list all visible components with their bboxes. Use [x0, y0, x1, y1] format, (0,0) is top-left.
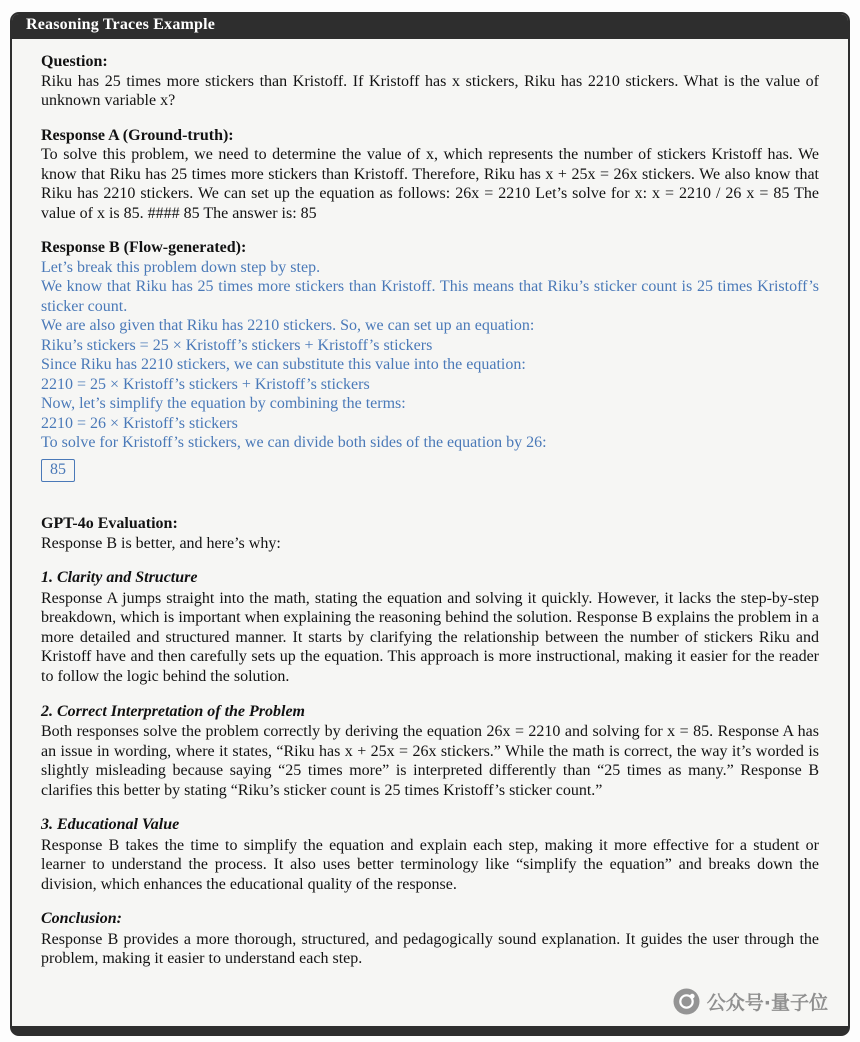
response-b-line: To solve for Kristoff’s stickers, we can divide both sides of the equation by 26:	[41, 434, 547, 452]
evaluation-section-heading: 2. Correct Interpretation of the Problem	[41, 702, 305, 720]
figure-title-bar	[12, 14, 848, 39]
evaluation-section-interpretation	[41, 702, 819, 801]
watermark-text: 公众号·量子位	[706, 992, 828, 1014]
question-label: Question:	[41, 53, 108, 70]
response-b-line: Let’s break this problem down step by step.	[41, 258, 321, 276]
evaluation-section-text: Both responses solve the problem correctly by deriving the equation 26x = 2210 and solving for x = 85. Response A has an issue in wording, where it states, “Riku has x + 25x = 26x stickers.” While the math is correct, the way it’s worded is slightly misleading because saying “25 times more” is interpreted differently than “25 times as many.” Response B clarifies this better by stating “Riku’s sticker count is 25 times Kristoff’s sticker count.”	[41, 723, 819, 799]
conclusion-label: Conclusion:	[41, 910, 122, 928]
response-b-section	[41, 238, 819, 482]
conclusion-section	[41, 909, 819, 969]
question-text: Riku has 25 times more stickers than Kristoff. If Kristoff has x stickers, Riku has 2210 stickers. What is the value of unknown variable x?	[41, 72, 819, 110]
response-a-label: Response A (Ground-truth):	[41, 126, 234, 144]
response-b-line: 2210 = 26 × Kristoff’s stickers	[41, 414, 238, 432]
boxed-answer: 85	[41, 459, 75, 483]
evaluation-section-heading: 1. Clarity and Structure	[41, 569, 198, 587]
evaluation-section-educational-value	[41, 815, 819, 894]
response-b-line: We know that Riku has 25 times more stickers than Kristoff. This means that Riku’s sticker count is 25 times Kristoff’s sticker count.	[41, 278, 819, 315]
evaluation-section-text: Response B takes the time to simplify the equation and explain each step, making it more effective for a student or learner to understand the process. It also uses better terminology like “simplify the equation” and breaks down the division, which enhances the educational quality of the response.	[41, 836, 819, 893]
evaluation-intro: Response B is better, and here’s why:	[41, 534, 281, 552]
evaluation-label: GPT-4o Evaluation:	[41, 515, 178, 533]
response-a-text: To solve this problem, we need to determine the value of x, which represents the number of stickers Kristoff has. We know that Riku has 25 times more stickers than Kristoff. Therefore, Riku has x + 25x = 26x stickers. We also know that Riku has 2210 stickers. We can set up the equation as follows: 26x = 2210 Let’s solve for x: x = 2210 / 26 x = 85 The value of x is 85. #### 85 The answer is: 85	[41, 146, 819, 222]
response-b-line: Since Riku has 2210 stickers, we can substitute this value into the equation:	[41, 356, 526, 374]
figure-title: Reasoning Traces Example	[26, 16, 216, 33]
question-section	[41, 52, 819, 111]
response-b-line: 2210 = 25 × Kristoff’s stickers + Kristoff’s stickers	[41, 375, 370, 393]
response-b-line: We are also given that Riku has 2210 stickers. So, we can set up an equation:	[41, 317, 535, 335]
evaluation-section-clarity	[41, 568, 819, 686]
evaluation-section-heading: 3. Educational Value	[41, 816, 180, 834]
response-b-line: Now, let’s simplify the equation by combining the terms:	[41, 395, 406, 413]
response-b-label: Response B (Flow-generated):	[41, 239, 247, 257]
response-b-line: Riku’s stickers = 25 × Kristoff’s stickers + Kristoff’s stickers	[41, 336, 433, 354]
reasoning-traces-figure	[10, 12, 850, 1036]
conclusion-text: Response B provides a more thorough, structured, and pedagogically sound explanation. It guides the user through the problem, making it easier to understand each step.	[41, 930, 819, 968]
figure-body	[12, 39, 848, 977]
evaluation-section-text: Response A jumps straight into the math, stating the equation and solving it quickly. However, it lacks the step-by-step breakdown, which is important when explaining the reasoning behind the solution. Response B explains the problem in a more detailed and structured manner. It starts by clarifying the relationship between the number of stickers Riku and Kristoff have and then carefully sets up the equation. This approach is more instructional, making it easier for the reader to follow the logic behind the solution.	[41, 589, 819, 685]
response-a-section	[41, 126, 819, 224]
evaluation-header-section	[41, 514, 819, 553]
